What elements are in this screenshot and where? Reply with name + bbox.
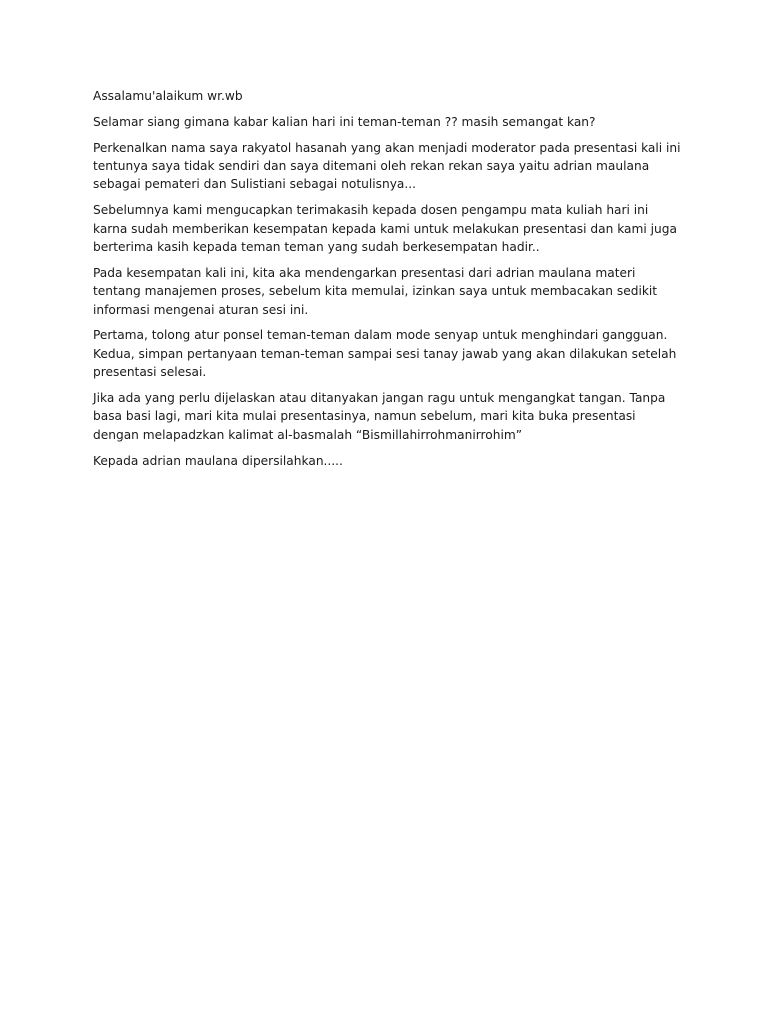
paragraph-greeting: Assalamu'alaikum wr.wb (93, 89, 243, 103)
paragraph-opening: Selamar siang gimana kabar kalian hari ini teman-teman ?? masih semangat kan? (93, 114, 596, 129)
paragraph-questions: Jika ada yang perlu dijelaskan atau ditanyakan jangan ragu untuk mengangkat tangan. Tanpa basa basi lagi, mari kita mulai presentasinya, namun sebelum, mari kita buka presentasi dengan melapadzkan kalimat al-basmalah “Bismillahirrohmanirrohim” (93, 391, 666, 442)
paragraph-closing: Kepada adrian maulana dipersilahkan..... (93, 453, 343, 468)
paragraph-topic: Pada kesempatan kali ini, kita aka mendengarkan presentasi dari adrian maulana materi tentang manajemen proses, sebelum kita memulai, izinkan saya untuk membacakan sedikit informasi mengenai aturan sesi ini. (93, 265, 658, 317)
paragraph-introduction: Perkenalkan nama saya rakyatol hasanah yang akan menjadi moderator pada presentasi kali ini tentunya saya tidak sendiri dan saya ditemani oleh rekan rekan saya yaitu adrian maulana sebagai pemateri dan Sulistiani sebagai notulisnya... (93, 140, 681, 192)
document-body (93, 87, 683, 477)
paragraph-rules: Pertama, tolong atur ponsel teman-teman dalam mode senyap untuk menghindari gangguan. Kedua, simpan pertanyaan teman-teman sampai sesi tanay jawab yang akan dilakukan setelah presentasi selesai. (93, 328, 677, 380)
paragraph-thanks: Sebelumnya kami mengucapkan terimakasih kepada dosen pengampu mata kuliah hari ini karna sudah memberikan kesempatan kepada kami untuk melakukan presentasi dan kami juga berterima kasih kepada teman teman yang sudah berkesempatan hadir.. (93, 203, 677, 255)
